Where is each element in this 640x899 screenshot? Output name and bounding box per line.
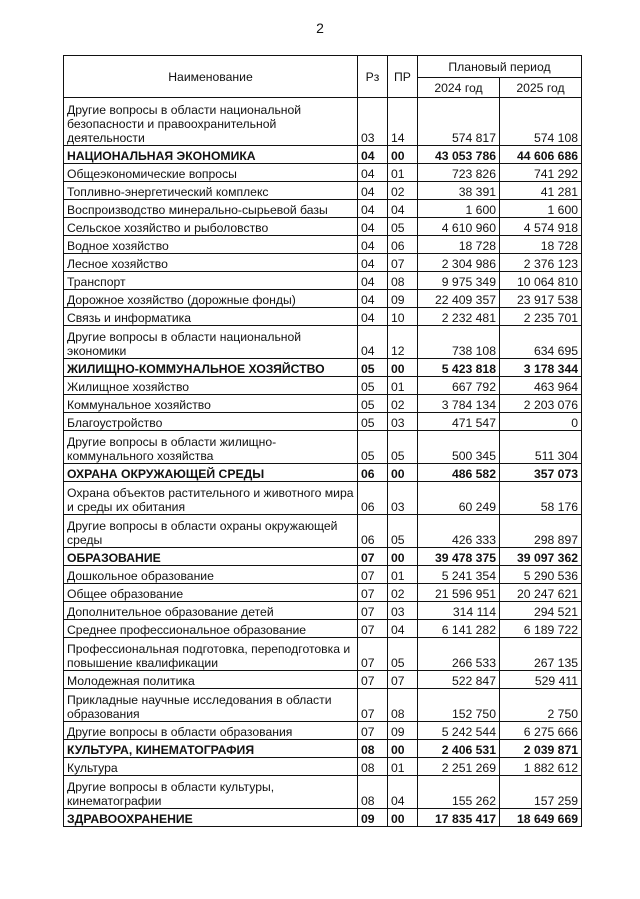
table-row	[64, 566, 582, 584]
table-body	[64, 98, 582, 827]
row-value-2025: 741 292	[500, 164, 582, 182]
row-rz: 06	[358, 515, 388, 548]
row-pr: 00	[388, 464, 418, 482]
table-row	[64, 482, 582, 515]
row-rz: 07	[358, 722, 388, 740]
row-pr: 01	[388, 758, 418, 776]
row-rz: 08	[358, 740, 388, 758]
row-pr: 02	[388, 584, 418, 602]
row-value-2025: 1 882 612	[500, 758, 582, 776]
row-pr: 00	[388, 809, 418, 827]
table-row	[64, 464, 582, 482]
row-pr: 09	[388, 722, 418, 740]
table-row	[64, 377, 582, 395]
table-row	[64, 638, 582, 671]
row-name: Другие вопросы в области охраны окружающей среды	[64, 515, 358, 548]
row-pr: 03	[388, 413, 418, 431]
table-row	[64, 290, 582, 308]
row-pr: 00	[388, 548, 418, 566]
row-value-2025: 267 135	[500, 638, 582, 671]
row-rz: 04	[358, 146, 388, 164]
row-value-2025: 0	[500, 413, 582, 431]
row-pr: 05	[388, 431, 418, 464]
row-pr: 08	[388, 689, 418, 722]
row-rz: 05	[358, 377, 388, 395]
row-rz: 09	[358, 809, 388, 827]
row-rz: 06	[358, 482, 388, 515]
table-row	[64, 200, 582, 218]
row-pr: 08	[388, 272, 418, 290]
row-value-2025: 10 064 810	[500, 272, 582, 290]
row-name: Коммунальное хозяйство	[64, 395, 358, 413]
row-value-2024: 738 108	[418, 326, 500, 359]
row-pr: 05	[388, 515, 418, 548]
row-pr: 07	[388, 254, 418, 272]
row-name: Дошкольное образование	[64, 566, 358, 584]
row-name: Профессиональная подготовка, переподготовка и повышение квалификации	[64, 638, 358, 671]
table-row	[64, 395, 582, 413]
row-value-2024: 471 547	[418, 413, 500, 431]
row-name: Другие вопросы в области национальной экономики	[64, 326, 358, 359]
row-rz: 03	[358, 98, 388, 146]
row-value-2025: 294 521	[500, 602, 582, 620]
row-value-2024: 723 826	[418, 164, 500, 182]
row-value-2024: 667 792	[418, 377, 500, 395]
row-pr: 00	[388, 146, 418, 164]
row-rz: 07	[358, 548, 388, 566]
table-row	[64, 413, 582, 431]
row-name: Благоустройство	[64, 413, 358, 431]
row-value-2025: 39 097 362	[500, 548, 582, 566]
row-pr: 09	[388, 290, 418, 308]
row-value-2025: 2 203 076	[500, 395, 582, 413]
row-value-2025: 2 235 701	[500, 308, 582, 326]
table-row	[64, 218, 582, 236]
row-name: НАЦИОНАЛЬНАЯ ЭКОНОМИКА	[64, 146, 358, 164]
header-name: Наименование	[64, 56, 358, 98]
table-row	[64, 584, 582, 602]
row-rz: 05	[358, 431, 388, 464]
row-pr: 10	[388, 308, 418, 326]
row-pr: 03	[388, 482, 418, 515]
row-rz: 05	[358, 413, 388, 431]
row-value-2025: 298 897	[500, 515, 582, 548]
table-row	[64, 671, 582, 689]
row-name: Водное хозяйство	[64, 236, 358, 254]
row-name: Воспроизводство минерально-сырьевой базы	[64, 200, 358, 218]
row-name: Общеэкономические вопросы	[64, 164, 358, 182]
row-value-2025: 463 964	[500, 377, 582, 395]
row-value-2024: 38 391	[418, 182, 500, 200]
header-period: Плановый период	[418, 56, 582, 78]
row-value-2025: 23 917 538	[500, 290, 582, 308]
row-name: Другие вопросы в области культуры, кинематографии	[64, 776, 358, 809]
row-name: Прикладные научные исследования в области образования	[64, 689, 358, 722]
row-pr: 06	[388, 236, 418, 254]
table-row	[64, 272, 582, 290]
row-value-2024: 39 478 375	[418, 548, 500, 566]
row-pr: 05	[388, 218, 418, 236]
row-name: Охрана объектов растительного и животного мира и среды их обитания	[64, 482, 358, 515]
row-name: Молодежная политика	[64, 671, 358, 689]
row-value-2025: 6 275 666	[500, 722, 582, 740]
row-name: Жилищное хозяйство	[64, 377, 358, 395]
row-rz: 07	[358, 620, 388, 638]
row-rz: 04	[358, 218, 388, 236]
row-rz: 07	[358, 689, 388, 722]
row-value-2024: 266 533	[418, 638, 500, 671]
row-value-2024: 18 728	[418, 236, 500, 254]
row-value-2025: 20 247 621	[500, 584, 582, 602]
row-rz: 07	[358, 566, 388, 584]
table-row	[64, 548, 582, 566]
row-pr: 04	[388, 776, 418, 809]
row-value-2024: 2 251 269	[418, 758, 500, 776]
row-rz: 04	[358, 236, 388, 254]
row-pr: 01	[388, 164, 418, 182]
table-row	[64, 236, 582, 254]
row-rz: 04	[358, 290, 388, 308]
table-row	[64, 722, 582, 740]
row-value-2024: 2 232 481	[418, 308, 500, 326]
row-value-2024: 314 114	[418, 602, 500, 620]
row-rz: 05	[358, 395, 388, 413]
row-name: Другие вопросы в области образования	[64, 722, 358, 740]
row-name: Сельское хозяйство и рыболовство	[64, 218, 358, 236]
row-value-2024: 43 053 786	[418, 146, 500, 164]
row-rz: 04	[358, 182, 388, 200]
row-value-2024: 522 847	[418, 671, 500, 689]
table-row	[64, 758, 582, 776]
row-name: ОБРАЗОВАНИЕ	[64, 548, 358, 566]
row-rz: 07	[358, 584, 388, 602]
row-pr: 12	[388, 326, 418, 359]
row-name: Дополнительное образование детей	[64, 602, 358, 620]
row-rz: 05	[358, 359, 388, 377]
table-row	[64, 689, 582, 722]
row-name: Транспорт	[64, 272, 358, 290]
row-name: ЖИЛИЩНО-КОММУНАЛЬНОЕ ХОЗЯЙСТВО	[64, 359, 358, 377]
row-value-2025: 58 176	[500, 482, 582, 515]
row-value-2024: 426 333	[418, 515, 500, 548]
row-value-2024: 5 423 818	[418, 359, 500, 377]
row-value-2024: 1 600	[418, 200, 500, 218]
row-value-2025: 41 281	[500, 182, 582, 200]
table-row	[64, 602, 582, 620]
row-pr: 04	[388, 620, 418, 638]
table-row	[64, 182, 582, 200]
header-year-2025: 2025 год	[500, 78, 582, 98]
header-pr: ПР	[388, 56, 418, 98]
row-rz: 06	[358, 464, 388, 482]
row-name: Культура	[64, 758, 358, 776]
header-rz: Рз	[358, 56, 388, 98]
table-row	[64, 740, 582, 758]
row-value-2025: 1 600	[500, 200, 582, 218]
row-value-2025: 4 574 918	[500, 218, 582, 236]
table-row	[64, 254, 582, 272]
row-rz: 04	[358, 308, 388, 326]
row-value-2024: 6 141 282	[418, 620, 500, 638]
row-name: Лесное хозяйство	[64, 254, 358, 272]
row-value-2025: 157 259	[500, 776, 582, 809]
table-row	[64, 776, 582, 809]
row-pr: 14	[388, 98, 418, 146]
row-pr: 02	[388, 395, 418, 413]
row-rz: 07	[358, 638, 388, 671]
row-value-2025: 511 304	[500, 431, 582, 464]
row-pr: 01	[388, 377, 418, 395]
row-value-2024: 5 241 354	[418, 566, 500, 584]
table-row	[64, 620, 582, 638]
row-value-2025: 18 649 669	[500, 809, 582, 827]
table-row	[64, 359, 582, 377]
row-pr: 04	[388, 200, 418, 218]
row-value-2024: 574 817	[418, 98, 500, 146]
row-rz: 08	[358, 776, 388, 809]
row-pr: 02	[388, 182, 418, 200]
row-rz: 04	[358, 254, 388, 272]
row-value-2024: 5 242 544	[418, 722, 500, 740]
row-name: Другие вопросы в области национальной безопасности и правоохранительной деятельности	[64, 98, 358, 146]
table-row	[64, 98, 582, 146]
row-pr: 01	[388, 566, 418, 584]
row-value-2025: 18 728	[500, 236, 582, 254]
row-name: ОХРАНА ОКРУЖАЮЩЕЙ СРЕДЫ	[64, 464, 358, 482]
row-name: Дорожное хозяйство (дорожные фонды)	[64, 290, 358, 308]
row-value-2025: 44 606 686	[500, 146, 582, 164]
table-row	[64, 809, 582, 827]
budget-table	[63, 55, 582, 827]
header-year-2024: 2024 год	[418, 78, 500, 98]
row-rz: 04	[358, 164, 388, 182]
row-pr: 05	[388, 638, 418, 671]
row-value-2024: 2 406 531	[418, 740, 500, 758]
row-value-2024: 4 610 960	[418, 218, 500, 236]
row-value-2024: 21 596 951	[418, 584, 500, 602]
row-value-2025: 529 411	[500, 671, 582, 689]
row-value-2025: 2 039 871	[500, 740, 582, 758]
table-row	[64, 146, 582, 164]
table-row	[64, 431, 582, 464]
row-rz: 07	[358, 671, 388, 689]
row-pr: 00	[388, 359, 418, 377]
row-name: КУЛЬТУРА, КИНЕМАТОГРАФИЯ	[64, 740, 358, 758]
row-value-2024: 155 262	[418, 776, 500, 809]
row-rz: 07	[358, 602, 388, 620]
row-rz: 08	[358, 758, 388, 776]
row-value-2024: 60 249	[418, 482, 500, 515]
row-pr: 00	[388, 740, 418, 758]
row-value-2025: 574 108	[500, 98, 582, 146]
row-rz: 04	[358, 326, 388, 359]
row-value-2024: 500 345	[418, 431, 500, 464]
row-name: ЗДРАВООХРАНЕНИЕ	[64, 809, 358, 827]
row-value-2024: 152 750	[418, 689, 500, 722]
row-value-2024: 486 582	[418, 464, 500, 482]
row-value-2024: 22 409 357	[418, 290, 500, 308]
table-row	[64, 308, 582, 326]
row-rz: 04	[358, 272, 388, 290]
row-value-2025: 357 073	[500, 464, 582, 482]
page-number: 2	[316, 20, 324, 36]
row-value-2025: 5 290 536	[500, 566, 582, 584]
row-value-2025: 6 189 722	[500, 620, 582, 638]
row-name: Другие вопросы в области жилищно-коммунального хозяйства	[64, 431, 358, 464]
row-value-2025: 634 695	[500, 326, 582, 359]
table-row	[64, 515, 582, 548]
row-name: Общее образование	[64, 584, 358, 602]
row-value-2025: 2 750	[500, 689, 582, 722]
row-value-2025: 3 178 344	[500, 359, 582, 377]
row-rz: 04	[358, 200, 388, 218]
row-pr: 07	[388, 671, 418, 689]
row-name: Среднее профессиональное образование	[64, 620, 358, 638]
row-value-2025: 2 376 123	[500, 254, 582, 272]
row-pr: 03	[388, 602, 418, 620]
row-name: Связь и информатика	[64, 308, 358, 326]
row-value-2024: 2 304 986	[418, 254, 500, 272]
row-value-2024: 3 784 134	[418, 395, 500, 413]
table-row	[64, 326, 582, 359]
row-value-2024: 17 835 417	[418, 809, 500, 827]
row-name: Топливно-энергетический комплекс	[64, 182, 358, 200]
row-value-2024: 9 975 349	[418, 272, 500, 290]
table-row	[64, 164, 582, 182]
